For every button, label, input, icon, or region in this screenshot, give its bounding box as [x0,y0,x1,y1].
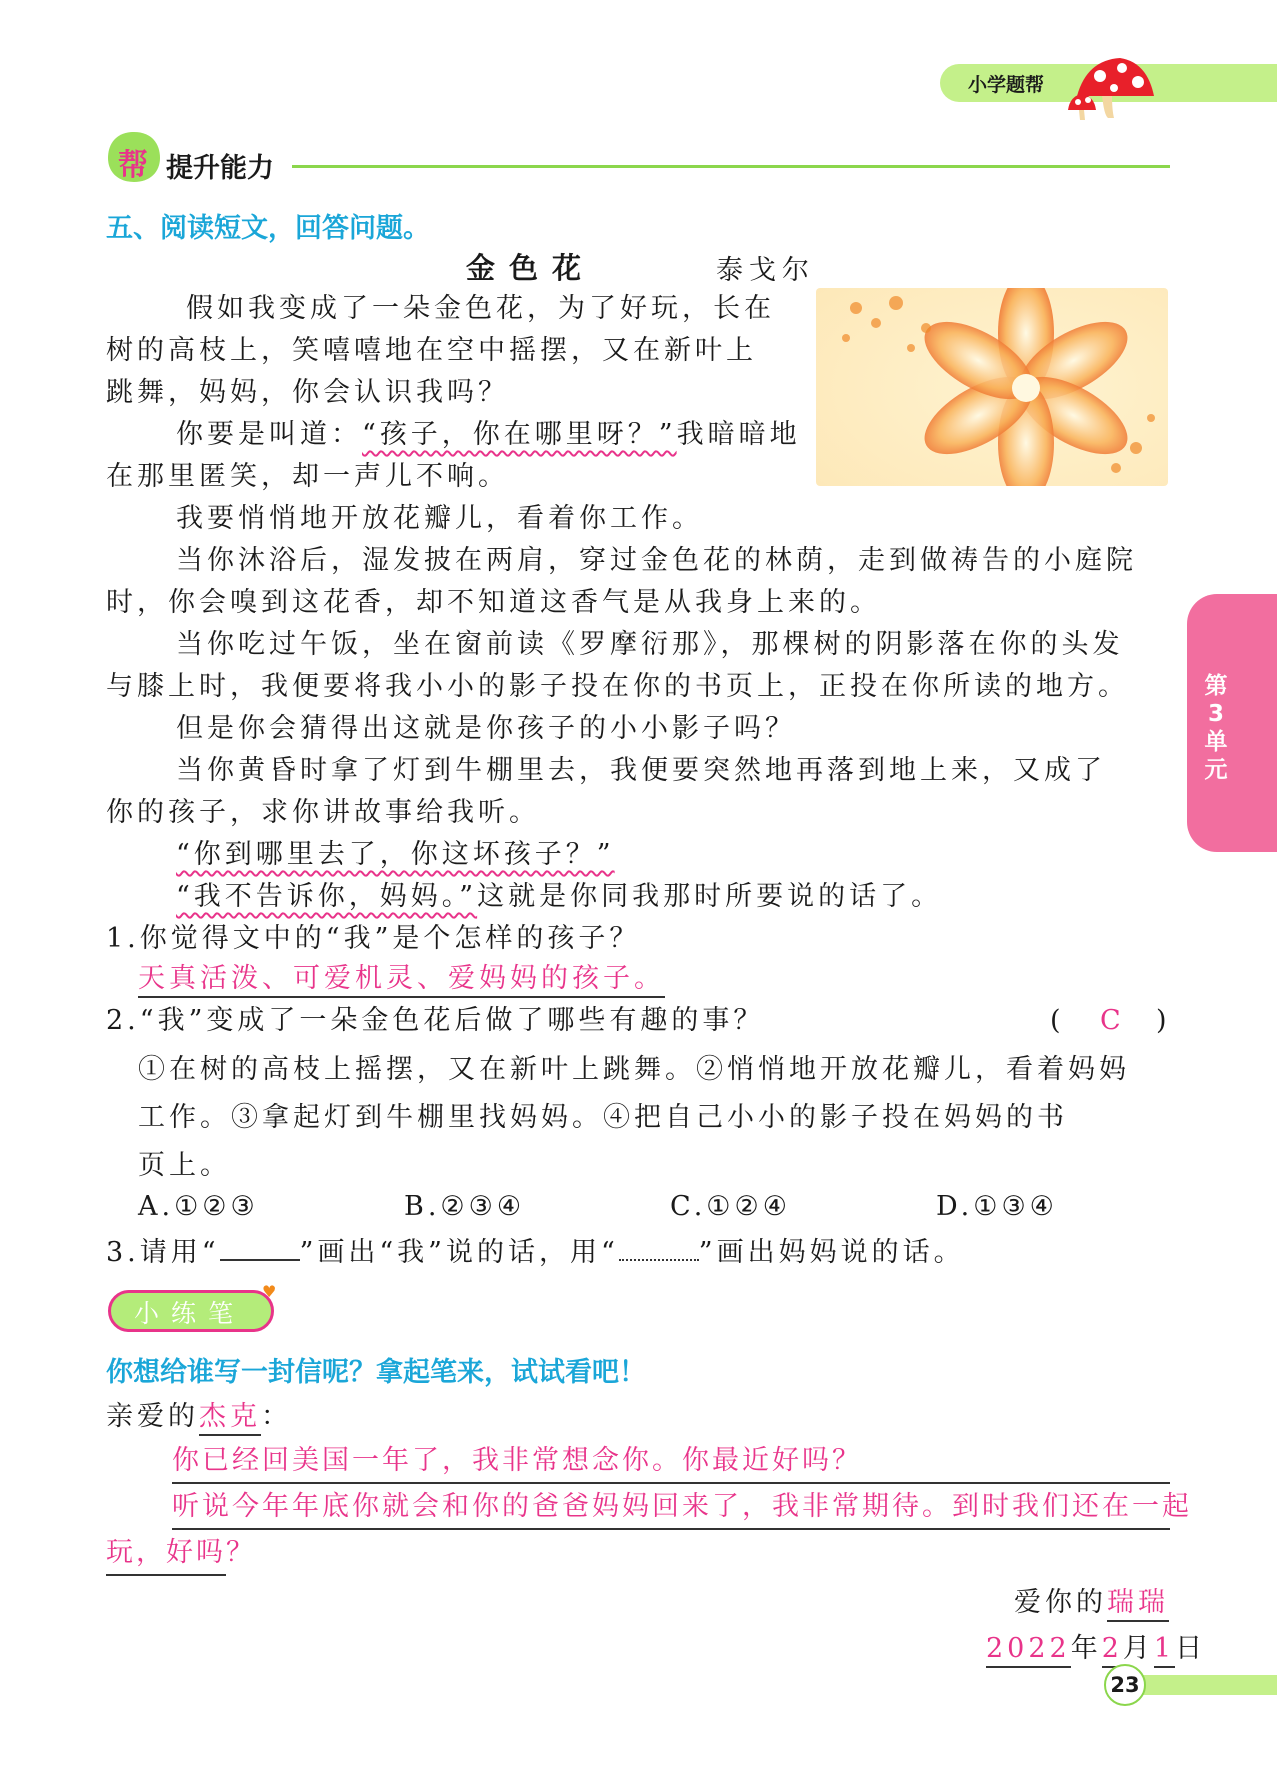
flower-image [816,288,1168,486]
question-text: ”画出“我”说的话，用“ [299,1237,619,1268]
child-quote-marked: “孩子，你在哪里呀？” [362,419,677,450]
question-text: ”画出妈妈说的话。 [698,1237,965,1268]
letter-line-2: 听说今年年底你就会和你的爸爸妈妈回来了，我非常期待。到时我们还在一起 [172,1486,1170,1530]
heart-icon: ♥ [262,1282,277,1301]
letter-signature [1014,1582,1169,1624]
date-day: 1 [1154,1633,1175,1668]
passage-p1-line3: 跳舞，妈妈，你会认识我吗？ [106,377,509,408]
mushroom-icon [1062,40,1172,120]
question-2-answer: C [1100,1005,1125,1036]
passage-p9 [176,876,942,918]
passage-text: 这就是你同我那时所要说的话了。 [477,881,943,912]
question-1-answer [138,958,665,1000]
child-quote-marked: “我不告诉你，妈妈。” [176,881,478,912]
salutation-colon: ： [261,1401,292,1432]
wavy-line-sample [619,1233,699,1261]
story-title: 金色花 [466,251,596,285]
question-1: 1.你觉得文中的“我”是个怎样的孩子？ [106,923,641,954]
practice-prompt: 你想给谁写一封信呢？拿起笔来，试试看吧！ [106,1357,646,1388]
passage-p4-line1: 当你沐浴后，湿发披在两肩，穿过金色花的林荫，走到做祷告的小庭院 [176,545,1137,576]
date-unit: 月 [1122,1633,1154,1664]
signature-text: 爱你的 [1014,1587,1107,1618]
answer-text: 天真活泼、可爱机灵、爱妈妈的孩子。 [138,963,665,998]
passage-p7-line1: 当你黄昏时拿了灯到牛棚里去，我便要突然地再落到地上来，又成了 [176,755,1106,786]
question-2: 2.“我”变成了一朵金色花后做了哪些有趣的事？ [106,1005,765,1036]
passage-p2-line1 [176,414,801,456]
unit-tab-char: 单 [1204,729,1228,755]
question-2-option-line3: 页上。 [138,1150,231,1181]
question-3 [106,1232,965,1274]
straight-line-sample [220,1233,300,1261]
passage-p1-line2: 树的高枝上，笑嘻嘻地在空中摇摆，又在新叶上 [106,335,757,366]
date-month: 2 [1102,1633,1123,1668]
question-2-option-line1: ①在树的高枝上摇摆，又在新叶上跳舞。②悄悄地开放花瓣儿，看着妈妈 [138,1054,1130,1085]
salutation-text: 亲爱的 [106,1401,199,1432]
passage-p2-line2: 在那里匿笑，却一声儿不响。 [106,461,509,492]
question-2-paren-open: ( [1050,1005,1065,1036]
practice-tag-label: 小练笔 [134,1299,246,1328]
date-unit: 日 [1175,1633,1207,1664]
letter-date [986,1628,1206,1670]
passage-p5-line2: 与膝上时，我便要将我小小的影子投在你的书页上，正投在你所读的地方。 [106,671,1129,702]
passage-p4-line2: 时，你会嗅到这花香，却不知道这香气是从我身上来的。 [106,587,881,618]
section-title: 提升能力 [166,153,274,184]
page-number: 23 [1104,1664,1146,1706]
section-badge: 帮 [118,148,148,183]
question-text: 3.请用“ [106,1237,220,1268]
reading-heading: 五、阅读短文，回答问题。 [106,213,430,244]
passage-p7-line2: 你的孩子，求你讲故事给我听。 [106,797,540,828]
question-2-option-line2: 工作。③拿起灯到牛棚里找妈妈。④把自己小小的影子投在妈妈的书 [138,1102,1068,1133]
unit-tab-char: 3 [1207,701,1224,727]
choice-d: D.①③④ [936,1191,1058,1222]
passage-p3: 我要悄悄地开放花瓣儿，看着你工作。 [176,503,703,534]
passage-p8 [176,834,615,876]
recipient-name: 杰克 [199,1401,261,1436]
mother-quote-marked: “你到哪里去了，你这坏孩子？” [176,839,615,870]
choice-b: B.②③④ [404,1191,526,1222]
choice-c: C.①②④ [670,1191,791,1222]
unit-tab-char: 元 [1204,757,1228,783]
story-author: 泰戈尔 [716,255,815,286]
unit-tab-label [1196,672,1236,784]
question-2-paren-close: ) [1156,1005,1171,1036]
sender-name: 瑞瑞 [1107,1587,1169,1622]
date-unit: 年 [1070,1633,1102,1664]
passage-text: 你要是叫道： [176,419,362,450]
header-divider [292,165,1170,168]
passage-p5-line1: 当你吃过午饭，坐在窗前读《罗摩衍那》，那棵树的阴影落在你的头发 [176,629,1124,660]
letter-line-3: 玩，好吗？ [106,1532,226,1576]
book-label: 小学题帮 [968,74,1045,96]
unit-tab-char: 第 [1204,673,1228,699]
date-year: 2022 [986,1633,1071,1668]
choice-a: A.①②③ [138,1191,259,1222]
letter-line-1: 你已经回美国一年了，我非常想念你。你最近好吗？ [172,1440,1170,1484]
letter-salutation [106,1396,292,1438]
passage-text: 我暗暗地 [676,419,801,450]
passage-p6: 但是你会猜得出这就是你孩子的小小影子吗？ [176,713,796,744]
passage-p1-line1: 假如我变成了一朵金色花，为了好玩，长在 [186,293,775,324]
